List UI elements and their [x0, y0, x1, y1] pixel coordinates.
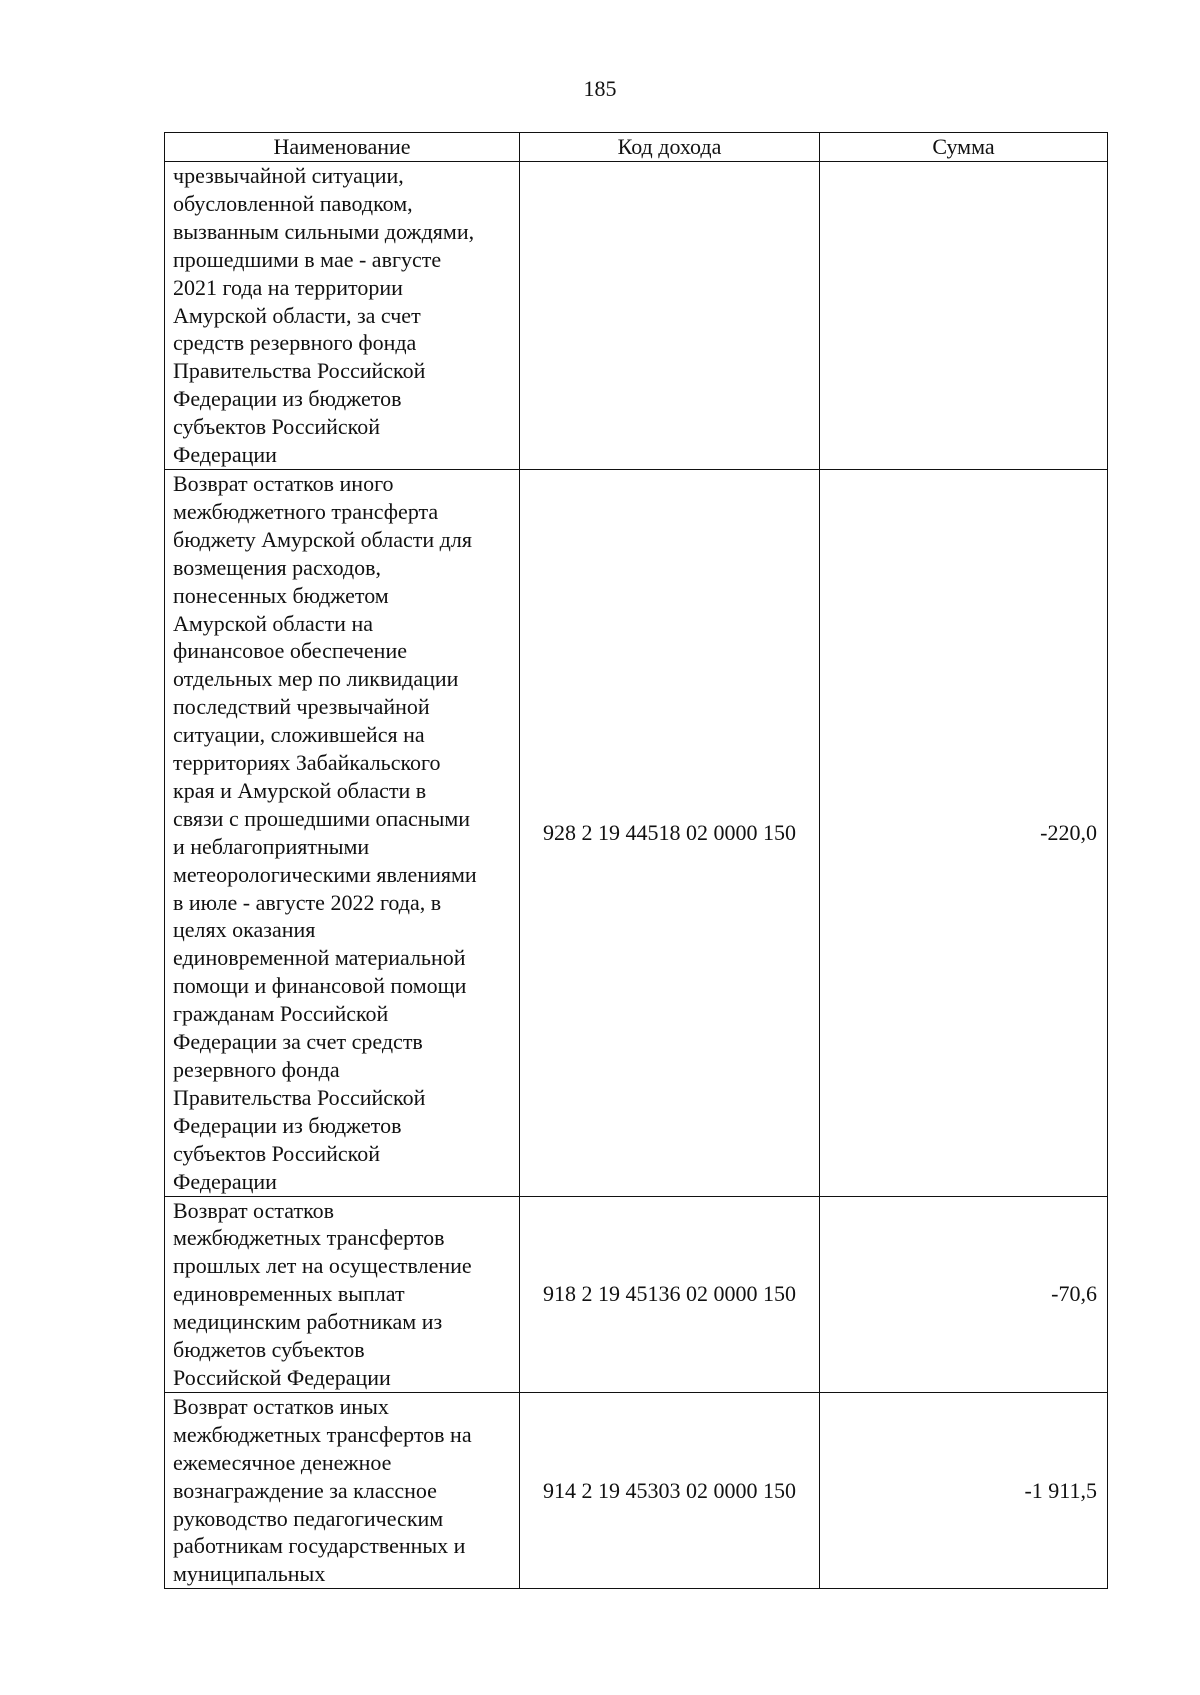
name-line: бюджету Амурской области для [173, 526, 472, 552]
name-line: ситуации, сложившейся на [173, 722, 425, 748]
table-row [165, 469, 1108, 1196]
name-line: Амурской области на [173, 610, 373, 636]
cell-sum [820, 162, 1108, 470]
table-row [165, 1392, 1108, 1588]
name-line: связи с прошедшими опасными [173, 805, 471, 831]
name-line: бюджетов субъектов [173, 1337, 365, 1363]
name-line: понесенных бюджетом [173, 582, 389, 608]
name-line: целях оказания [173, 917, 316, 943]
name-line: отдельных мер по ликвидации [173, 666, 459, 692]
name-line: Федерации за счет средств [173, 1029, 423, 1055]
name-line: помощи и финансовой помощи [173, 973, 467, 999]
name-line: Федерации из бюджетов [173, 1112, 402, 1138]
table-body [165, 162, 1108, 1589]
name-line: гражданам Российской [173, 1001, 389, 1027]
name-line: края и Амурской области в [173, 777, 427, 803]
name-line: обусловленной паводком, [173, 190, 413, 216]
name-line: Федерации [173, 442, 277, 468]
name-line: единовременной материальной [173, 945, 466, 971]
name-line: межбюджетных трансфертов [173, 1225, 445, 1251]
name-line: резервного фонда [173, 1057, 340, 1082]
table-header-row [165, 133, 1108, 162]
name-line: ежемесячное денежное [173, 1449, 392, 1475]
cell-name [165, 469, 520, 1196]
name-line: Правительства Российской [173, 358, 426, 384]
name-line: чрезвычайной ситуации, [173, 163, 404, 188]
name-line: вызванным сильными дождями, [173, 218, 475, 244]
name-line: Возврат остатков иных [173, 1393, 389, 1419]
name-line: Федерации из бюджетов [173, 386, 402, 412]
name-line: прошедшими в мае - августе [173, 246, 442, 272]
cell-code [520, 162, 820, 470]
name-line: прошлых лет на осуществление [173, 1253, 472, 1279]
cell-code: 928 2 19 44518 02 0000 150 [520, 469, 820, 1196]
name-line: средств резервного фонда [173, 330, 417, 356]
cell-name [165, 1196, 520, 1392]
name-line: субъектов Российской [173, 414, 381, 440]
name-line: Амурской области, за счет [173, 302, 421, 328]
name-line: межбюджетных трансфертов на [173, 1421, 472, 1447]
cell-name [165, 162, 520, 470]
name-line: и неблагоприятными [173, 833, 370, 859]
cell-sum: -70,6 [820, 1196, 1108, 1392]
name-line: возмещения расходов, [173, 554, 382, 580]
name-line: метеорологическими явлениями [173, 861, 477, 887]
name-line: межбюджетного трансферта [173, 498, 439, 524]
name-line: финансовое обеспечение [173, 638, 407, 664]
cell-name [165, 1392, 520, 1588]
name-line: Возврат остатков [173, 1197, 335, 1223]
name-line: 2021 года на территории [173, 274, 403, 300]
name-line: руководство педагогическим [173, 1505, 444, 1531]
name-line: муниципальных [173, 1561, 326, 1587]
page-number: 185 [583, 76, 617, 101]
cell-code: 914 2 19 45303 02 0000 150 [520, 1392, 820, 1588]
header-code: Код дохода [520, 133, 820, 162]
name-line: Правительства Российской [173, 1084, 426, 1110]
name-line: Российской Федерации [173, 1364, 391, 1390]
cell-sum: -220,0 [820, 469, 1108, 1196]
name-line: единовременных выплат [173, 1281, 405, 1307]
name-line: вознаграждение за классное [173, 1477, 437, 1503]
revenue-table [164, 132, 1108, 1589]
name-line: субъектов Российской [173, 1140, 381, 1166]
name-line: территориях Забайкальского [173, 750, 441, 776]
cell-sum: -1 911,5 [820, 1392, 1108, 1588]
header-name: Наименование [165, 133, 520, 162]
name-line: в июле - августе 2022 года, в [173, 889, 442, 915]
name-line: Федерации [173, 1168, 277, 1194]
name-line: Возврат остатков иного [173, 470, 394, 496]
name-line: последствий чрезвычайной [173, 694, 430, 720]
table-row [165, 1196, 1108, 1392]
table-row [165, 162, 1108, 470]
name-line: работникам государственных и [173, 1533, 466, 1559]
header-sum: Сумма [820, 133, 1108, 162]
name-line: медицинским работникам из [173, 1309, 443, 1335]
cell-code: 918 2 19 45136 02 0000 150 [520, 1196, 820, 1392]
